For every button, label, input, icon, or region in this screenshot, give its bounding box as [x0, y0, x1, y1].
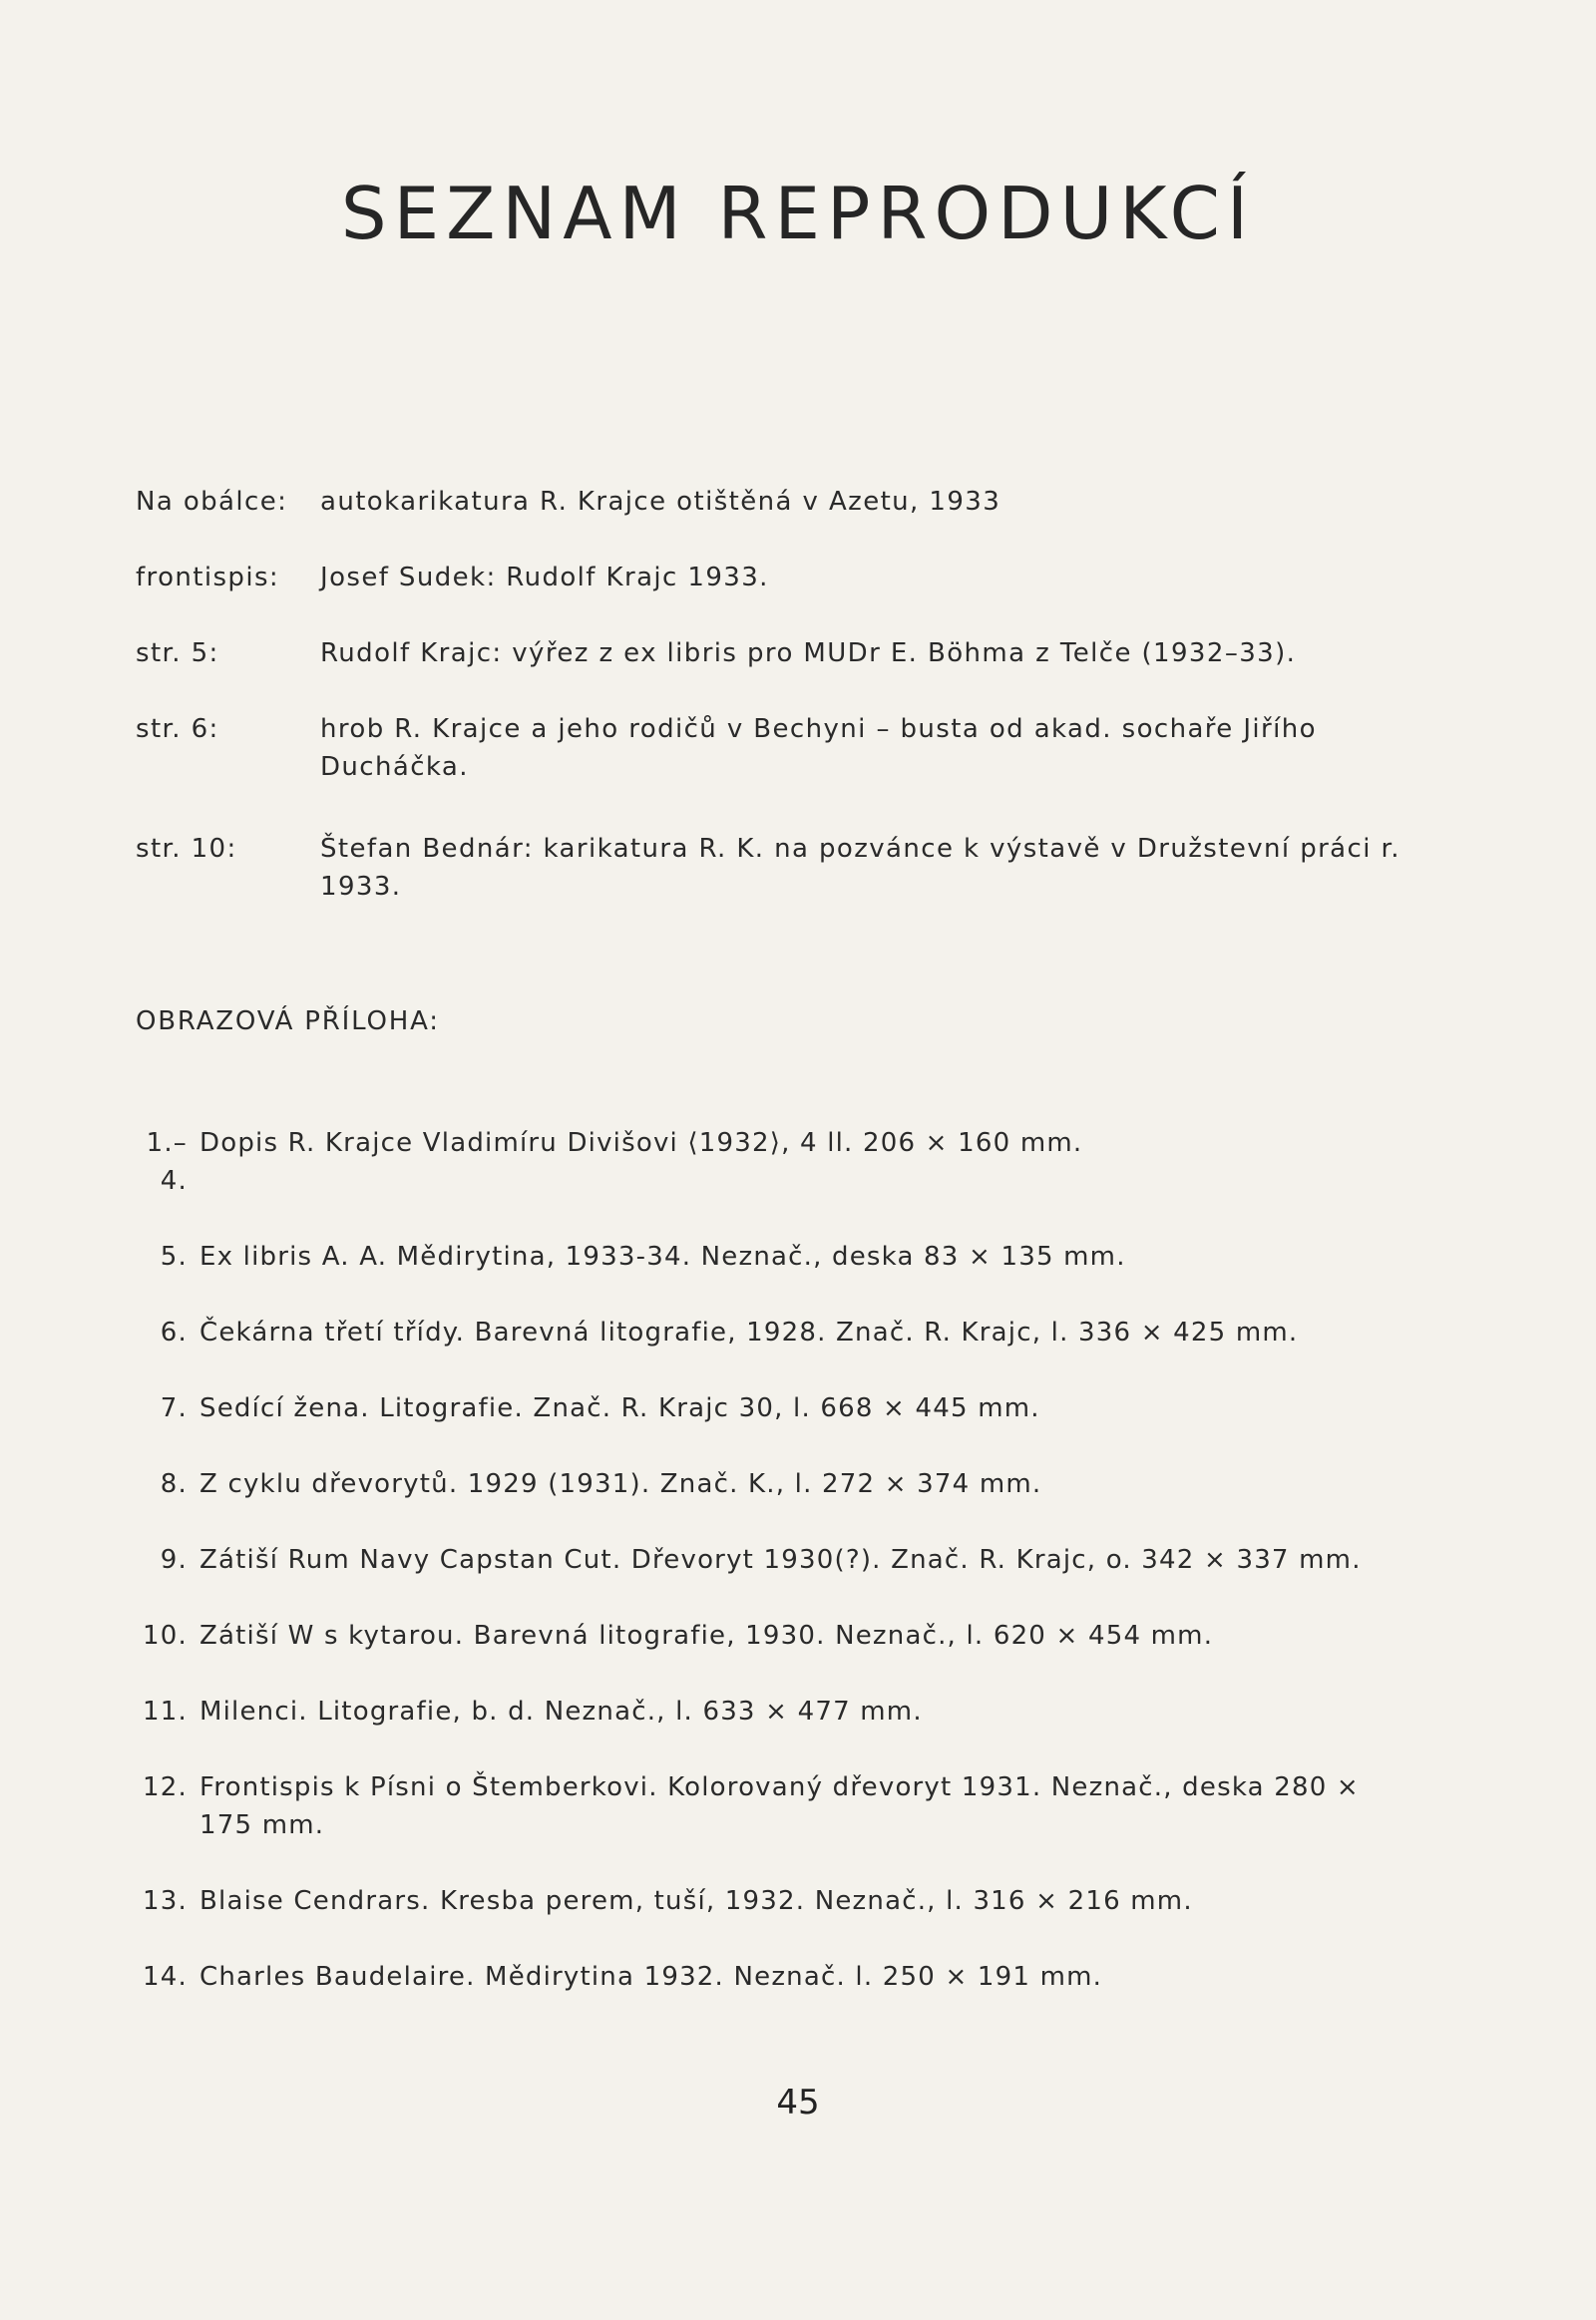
- list-item: [120, 1389, 1456, 1427]
- list-item: [120, 1465, 1456, 1503]
- appendix-heading: OBRAZOVÁ PŘÍLOHA:: [136, 1006, 440, 1036]
- plate-description: Charles Baudelaire. Mědirytina 1932. Neznač. l. 250 × 191 mm.: [200, 1962, 1103, 1992]
- entry-label: str. 5:: [136, 638, 219, 668]
- page-title: SEZNAM REPRODUKCÍ: [340, 172, 1256, 255]
- plate-number: 5.: [160, 1242, 188, 1272]
- plate-description: Frontispis k Písni o Štemberkovi. Kolorovaný dřevoryt 1931. Neznač., deska 280 × 175 mm.: [200, 1772, 1360, 1840]
- entry-label: Na obálce:: [136, 487, 288, 517]
- entry-text: Josef Sudek: Rudolf Krajc 1933.: [320, 563, 769, 592]
- plate-number: 10.: [143, 1621, 188, 1651]
- entry-page-10: [136, 830, 1432, 906]
- entry-text: hrob R. Krajce a jeho rodičů v Bechyni – busta od akad. sochaře Jiřího Ducháčka.: [320, 714, 1317, 782]
- list-item: [120, 1882, 1456, 1920]
- plate-description: Zátiší Rum Navy Capstan Cut. Dřevoryt 1930(?). Znač. R. Krajc, o. 342 × 337 mm.: [200, 1545, 1362, 1575]
- list-item: [120, 1238, 1456, 1276]
- plate-description: Blaise Cendrars. Kresba perem, tuší, 1932. Neznač., l. 316 × 216 mm.: [200, 1886, 1193, 1916]
- entry-frontispiece: [136, 559, 1432, 596]
- plate-number: 9.: [160, 1545, 188, 1575]
- plate-number: 14.: [143, 1962, 188, 1992]
- entry-label: frontispis:: [136, 563, 280, 592]
- list-item: [120, 1124, 1456, 1200]
- reproduction-sources-list: [136, 483, 1432, 906]
- plate-number: 6.: [160, 1318, 188, 1348]
- plate-number: 1.–4.: [146, 1128, 188, 1196]
- plate-description: Z cyklu dřevorytů. 1929 (1931). Znač. K., l. 272 × 374 mm.: [200, 1469, 1042, 1499]
- entry-page-6: [136, 710, 1432, 786]
- list-item: [120, 1314, 1456, 1352]
- entry-page-5: [136, 634, 1432, 672]
- list-item: [120, 1541, 1456, 1579]
- entry-label: str. 10:: [136, 834, 237, 864]
- plate-description: Čekárna třetí třídy. Barevná litografie, 1928. Znač. R. Krajc, l. 336 × 425 mm.: [200, 1318, 1299, 1348]
- list-item: [120, 1693, 1456, 1731]
- plate-description: Zátiší W s kytarou. Barevná litografie, 1930. Neznač., l. 620 × 454 mm.: [200, 1621, 1214, 1651]
- entry-text: Rudolf Krajc: výřez z ex libris pro MUDr E. Böhma z Telče (1932–33).: [320, 638, 1297, 668]
- entry-cover: [136, 483, 1432, 521]
- entry-text: Štefan Bednár: karikatura R. K. na pozvánce k výstavě v Družstevní práci r. 1933.: [320, 834, 1400, 902]
- plate-description: Dopis R. Krajce Vladimíru Divišovi ⟨1932⟩, 4 ll. 206 × 160 mm.: [200, 1128, 1083, 1158]
- page-number: 45: [776, 2083, 820, 2123]
- plate-number: 7.: [160, 1393, 188, 1423]
- plate-number: 8.: [160, 1469, 188, 1499]
- list-item: [120, 1617, 1456, 1655]
- list-item: [120, 1958, 1456, 1996]
- plate-description: Sedící žena. Litografie. Znač. R. Krajc 30, l. 668 × 445 mm.: [200, 1393, 1040, 1423]
- entry-text: autokarikatura R. Krajce otištěná v Azetu, 1933: [320, 487, 1001, 517]
- list-item: [120, 1768, 1456, 1844]
- plate-description: Ex libris A. A. Mědirytina, 1933-34. Neznač., deska 83 × 135 mm.: [200, 1242, 1126, 1272]
- plate-number: 13.: [143, 1886, 188, 1916]
- plate-number: 12.: [143, 1772, 188, 1802]
- plate-number: 11.: [143, 1697, 188, 1727]
- plates-list: [120, 1124, 1456, 2034]
- entry-label: str. 6:: [136, 714, 219, 744]
- plate-description: Milenci. Litografie, b. d. Neznač., l. 633 × 477 mm.: [200, 1697, 923, 1727]
